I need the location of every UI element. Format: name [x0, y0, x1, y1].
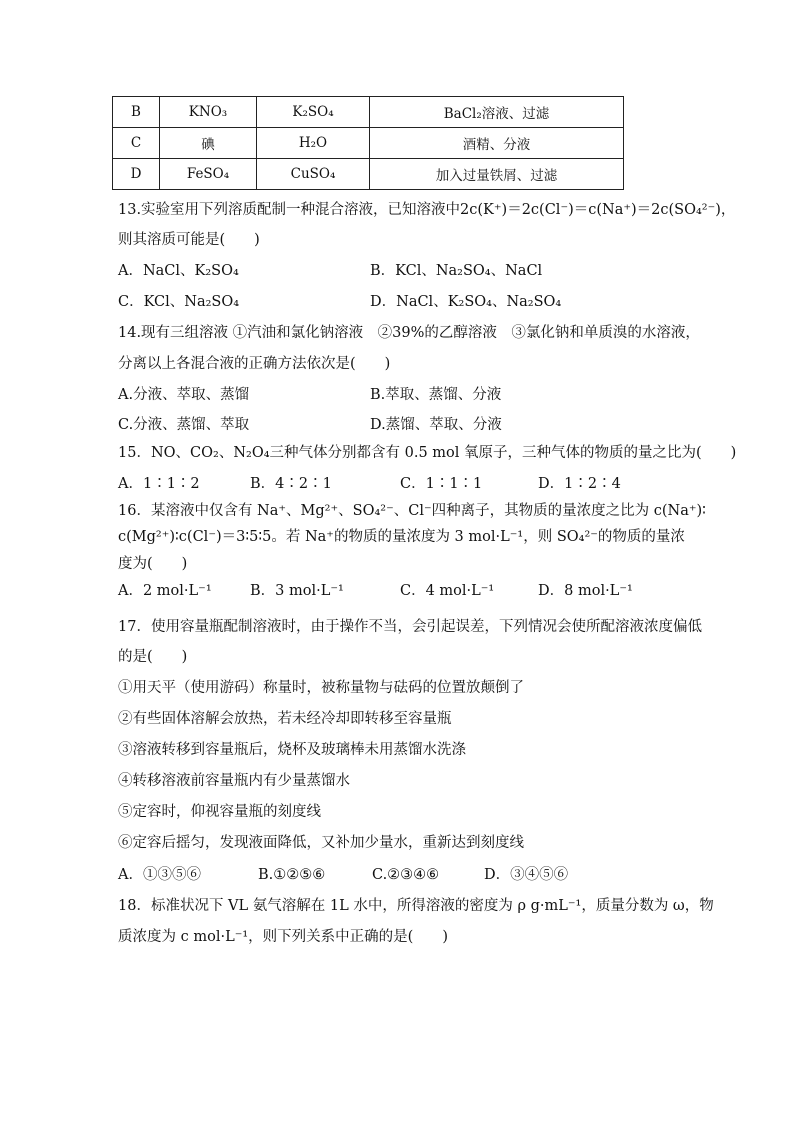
question-16-stem: 16．某溶液中仅含有 Na⁺、Mg²⁺、SO₄²⁻、Cl⁻四种离子，其物质的量浓度之比为 c(Na⁺)∶	[118, 503, 706, 519]
list-item: ⑥定容后摇匀，发现液面降低，又补加少量水，重新达到刻度线	[118, 835, 524, 851]
question-13-stem: 13.实验室用下列溶质配制一种混合溶液，已知溶液中2c(K⁺)＝2c(Cl⁻)＝c(Na⁺)＝2c(SO₄²⁻)，	[118, 202, 736, 218]
option-a: A．NaCl、K₂SO₄	[118, 263, 239, 279]
option-a: A.分液、萃取、蒸馏	[118, 387, 250, 403]
option-a: A．2 mol·L⁻¹	[118, 583, 212, 599]
table-cell: H₂O	[257, 128, 370, 159]
question-16-stem-cont2: 度为( )	[118, 556, 188, 572]
option-d: D．8 mol·L⁻¹	[538, 583, 633, 599]
option-b: B.萃取、蒸馏、分液	[370, 387, 502, 403]
table-row	[113, 159, 624, 190]
option-d: D．1∶2∶4	[538, 476, 621, 492]
table-cell: FeSO₄	[160, 159, 257, 190]
option-d: D．NaCl、K₂SO₄、Na₂SO₄	[370, 294, 562, 310]
option-c: C.分液、蒸馏、萃取	[118, 417, 250, 433]
table-row	[113, 128, 624, 159]
question-18-stem-cont: 质浓度为 c mol·L⁻¹，则下列关系中正确的是( )	[118, 929, 448, 945]
table-row	[113, 97, 624, 128]
option-a: A．1∶1∶2	[118, 476, 200, 492]
table-cell: BaCl₂溶液、过滤	[370, 97, 624, 128]
option-c: C．1∶1∶1	[400, 476, 483, 492]
separation-table	[112, 96, 624, 190]
option-d: D.蒸馏、萃取、分液	[370, 417, 502, 433]
option-d: D．③④⑤⑥	[484, 867, 569, 883]
list-item: ⑤定容时，仰视容量瓶的刻度线	[118, 804, 321, 820]
table-cell: B	[113, 97, 160, 128]
question-13-stem-cont: 则其溶质可能是( )	[118, 232, 260, 248]
list-item: ①用天平（使用游码）称量时，被称量物与砝码的位置放颠倒了	[118, 680, 524, 696]
question-14-stem-cont: 分离以上各混合液的正确方法依次是( )	[118, 356, 391, 372]
option-b: B．3 mol·L⁻¹	[250, 583, 344, 599]
question-17-stem-cont: 的是( )	[118, 649, 188, 665]
question-14-stem: 14.现有三组溶液 ①汽油和氯化钠溶液 ②39%的乙醇溶液 ③氯化钠和单质溴的水溶液，	[118, 325, 700, 341]
table-cell: C	[113, 128, 160, 159]
table-cell: 加入过量铁屑、过滤	[370, 159, 624, 190]
list-item: ③溶液转移到容量瓶后，烧杯及玻璃棒未用蒸馏水洗涤	[118, 742, 466, 758]
question-18-stem: 18．标准状况下 VL 氨气溶解在 1L 水中，所得溶液的密度为 ρ g·mL⁻¹，质量分数为 ω，物	[118, 898, 714, 914]
question-16-stem-cont: c(Mg²⁺)∶c(Cl⁻)＝3∶5∶5。若 Na⁺的物质的量浓度为 3 mol·L⁻¹，则 SO₄²⁻的物质的量浓	[118, 529, 685, 545]
question-17-stem: 17．使用容量瓶配制溶液时，由于操作不当，会引起误差，下列情况会使所配溶液浓度偏低	[118, 619, 702, 635]
table-cell: KNO₃	[160, 97, 257, 128]
table-cell: K₂SO₄	[257, 97, 370, 128]
option-c: C.②③④⑥	[372, 867, 440, 883]
option-b: B.①②⑤⑥	[258, 867, 326, 883]
option-a: A．①③⑤⑥	[118, 867, 201, 883]
table-cell: D	[113, 159, 160, 190]
list-item: ④转移溶液前容量瓶内有少量蒸馏水	[118, 773, 350, 789]
table-cell: 碘	[160, 128, 257, 159]
option-b: B．4∶2∶1	[250, 476, 332, 492]
option-b: B．KCl、Na₂SO₄、NaCl	[370, 263, 543, 279]
table-cell: CuSO₄	[257, 159, 370, 190]
question-15-stem: 15．NO、CO₂、N₂O₄三种气体分别都含有 0.5 mol 氧原子，三种气体的物质的量之比为( )	[118, 445, 737, 461]
option-c: C．KCl、Na₂SO₄	[118, 294, 240, 310]
option-c: C．4 mol·L⁻¹	[400, 583, 495, 599]
list-item: ②有些固体溶解会放热，若未经冷却即转移至容量瓶	[118, 711, 452, 727]
table-cell: 酒精、分液	[370, 128, 624, 159]
